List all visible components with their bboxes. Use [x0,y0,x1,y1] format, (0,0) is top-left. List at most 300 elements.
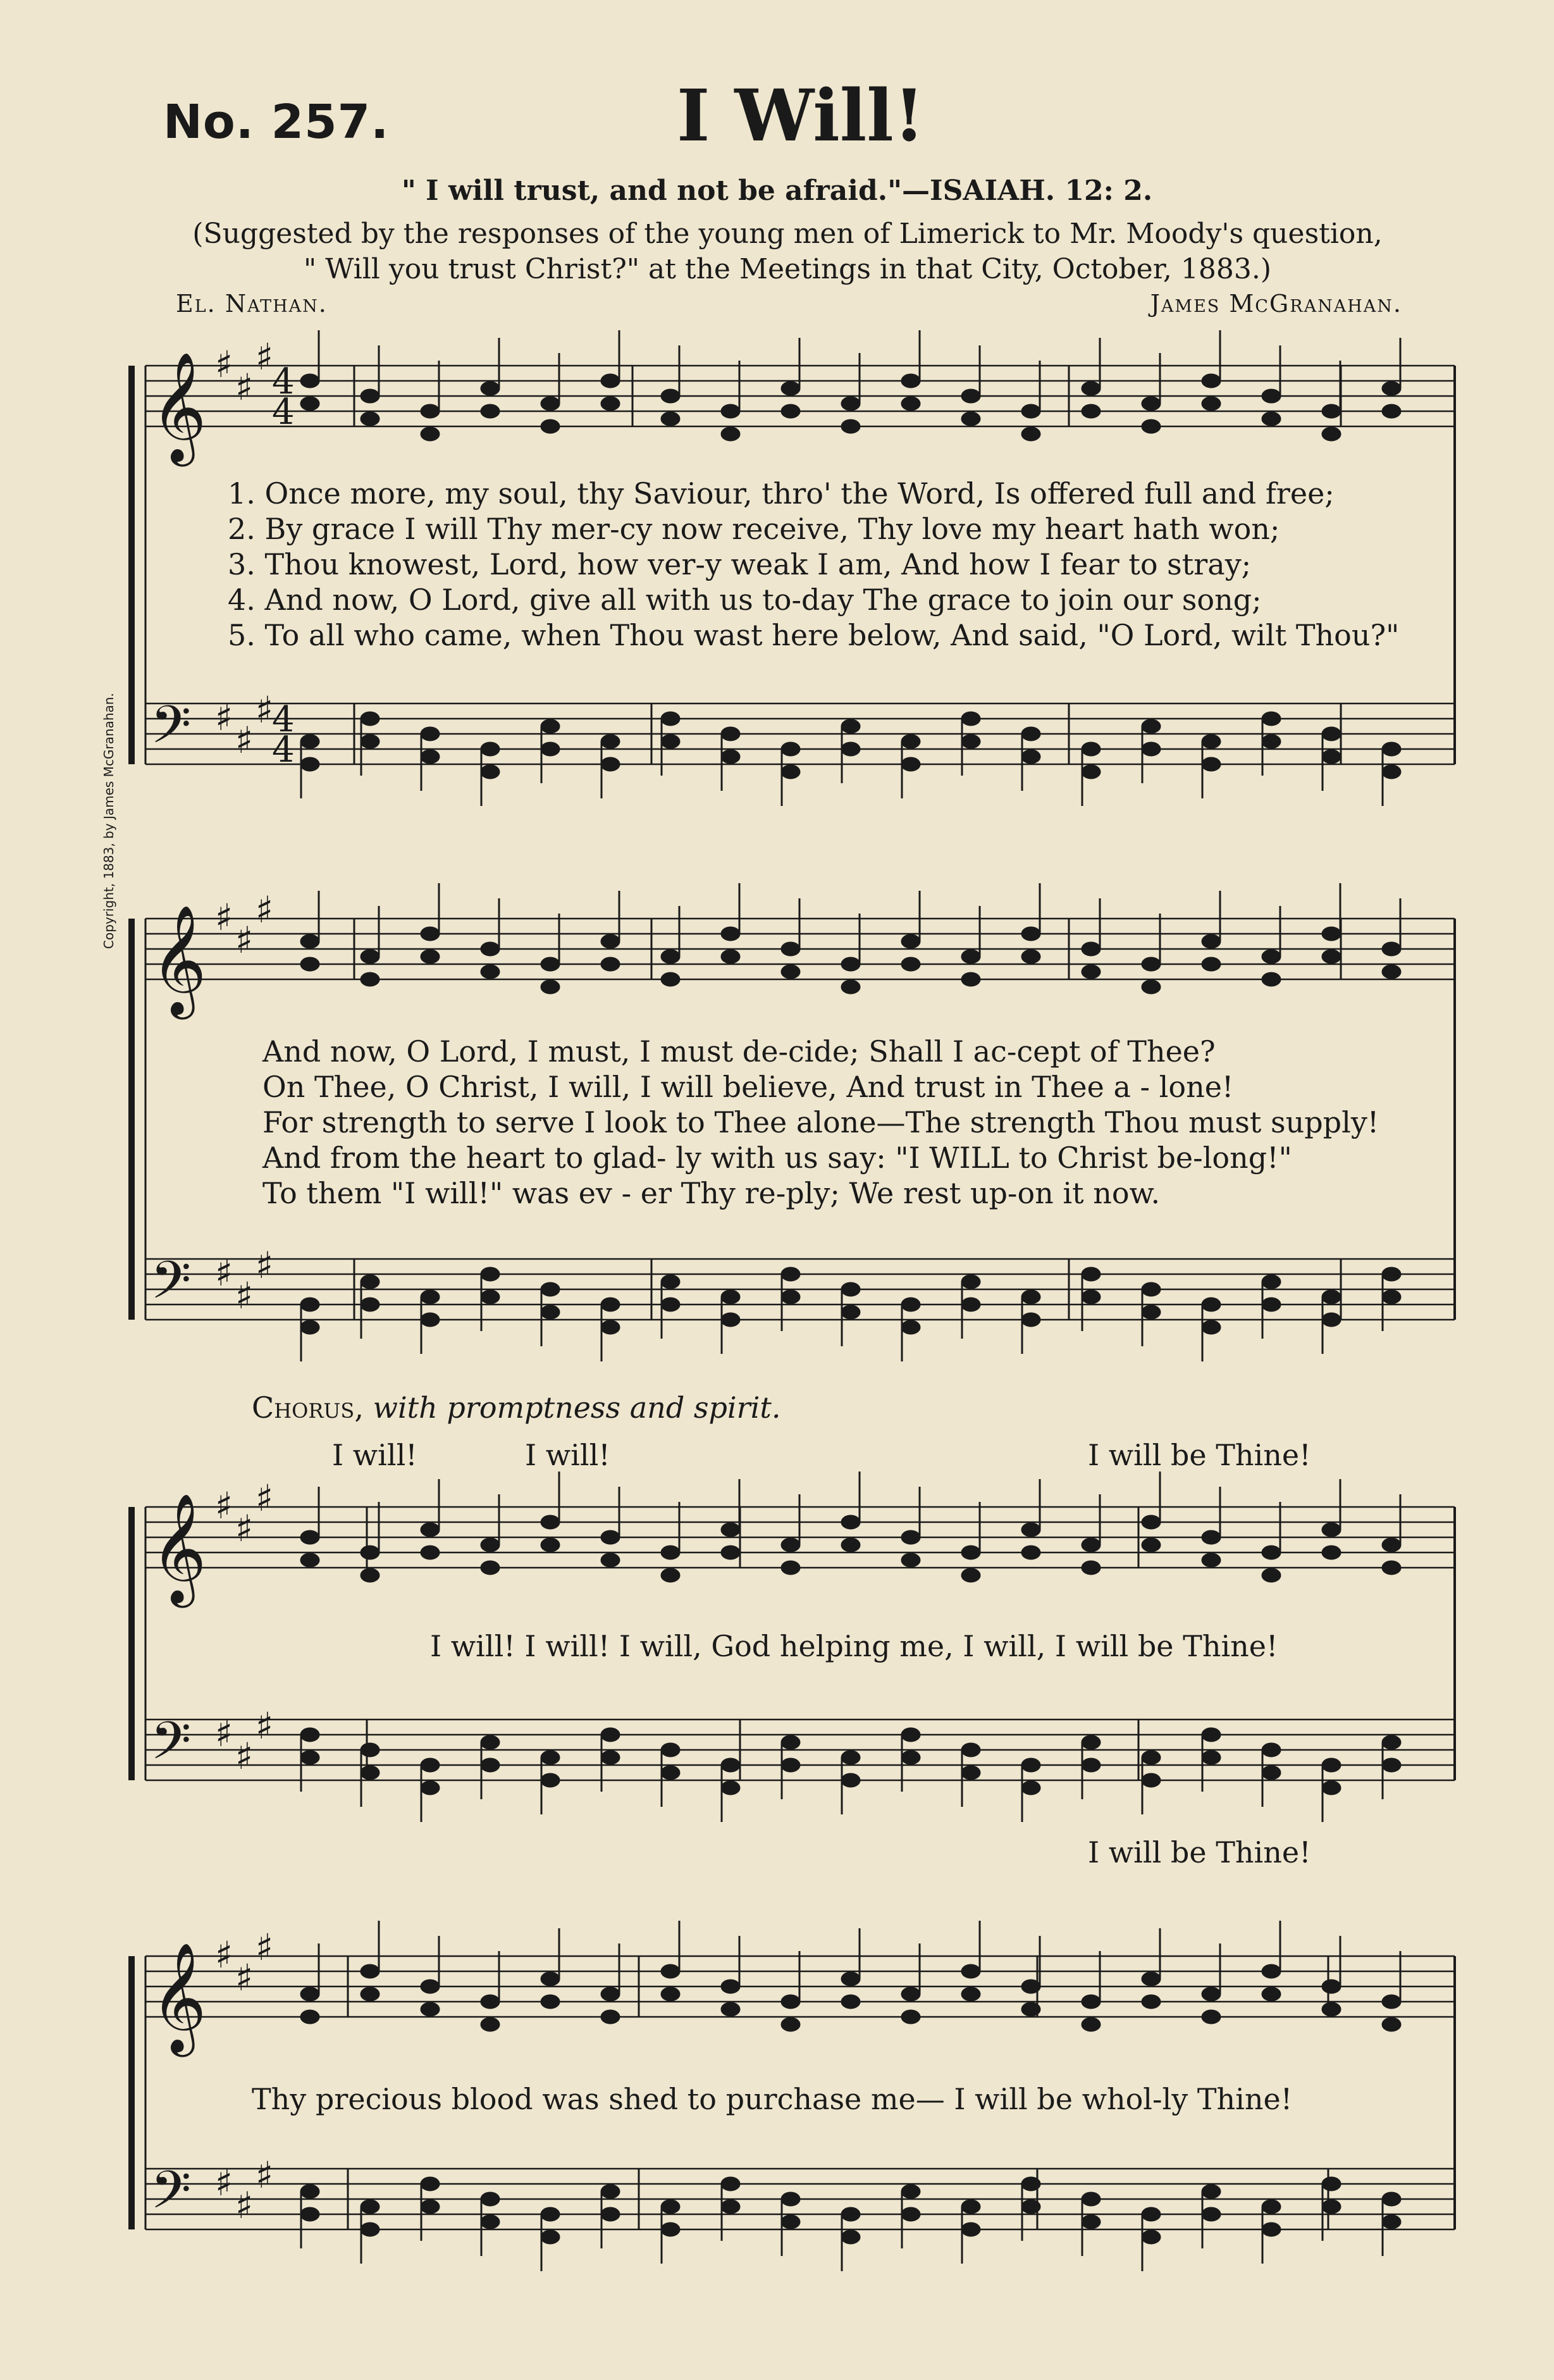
notehead [841,2230,860,2244]
notehead [901,397,920,411]
notehead [961,734,980,748]
notehead [300,734,319,748]
notehead [1202,934,1221,948]
notehead [300,397,319,411]
treble-clef: 𝄞 [151,1942,207,2052]
chorus-main-line: I will! I will! I will, God helping me, I will, I will be Thine! [430,1629,1278,1663]
notehead [721,1523,740,1537]
notehead [1021,1290,1040,1304]
notehead [721,950,740,964]
notehead [601,397,620,411]
notehead [1142,1538,1161,1552]
notehead [901,2207,920,2221]
notehead [361,1987,379,2001]
chorus-echo-1: I will! [332,1438,417,1472]
notehead [541,419,560,433]
notehead [1202,757,1221,771]
notehead [361,2200,379,2214]
notehead [781,381,800,395]
chorus-echo-2: I will! [525,1438,610,1472]
notehead [1082,404,1101,418]
notehead [841,1972,860,1986]
notehead [1021,1758,1040,1772]
notehead [1082,2017,1101,2031]
notehead [1262,1743,1281,1757]
notehead [601,734,620,748]
notehead [361,2222,379,2236]
notehead [541,1538,560,1552]
notehead [601,757,620,771]
notehead [841,742,860,756]
notehead [721,750,740,764]
notehead [1262,2222,1281,2236]
notehead [601,1298,620,1311]
notehead [841,1995,860,2009]
notehead [300,2185,319,2198]
notehead [661,1964,680,1978]
notehead [1202,2010,1221,2024]
notehead [901,957,920,971]
notehead [901,734,920,748]
notehead [721,1290,740,1304]
notehead [1082,1538,1101,1552]
notehead [601,1530,620,1544]
notehead [481,1758,500,1772]
notehead [481,1538,500,1552]
notehead [961,1546,980,1559]
origin-note-line-1: (Suggested by the responses of the young men of Limerick to Mr. Moody's question, [192,218,1383,250]
key-sharp: ♯ [215,1251,233,1294]
notehead [361,950,379,964]
notehead [1021,2002,1040,2016]
notehead [481,1995,500,2009]
notehead [1142,1515,1161,1529]
notehead [841,1305,860,1319]
notehead [781,404,800,418]
notehead [300,374,319,388]
notehead [1082,765,1101,779]
notehead [1202,734,1221,748]
notehead [1021,1313,1040,1327]
notehead [481,2192,500,2206]
notehead [1382,2215,1401,2229]
notehead [1202,374,1221,388]
notehead [481,1561,500,1575]
notehead [901,374,920,388]
key-sharp: ♯ [235,919,254,962]
notehead [481,404,500,418]
notehead [1382,1267,1401,1281]
notehead [1322,1313,1341,1327]
notehead [1322,1980,1341,1993]
notehead [841,1751,860,1764]
key-sharp: ♯ [235,719,254,762]
notehead [1021,750,1040,764]
notehead [421,1758,440,1772]
notehead [541,719,560,733]
notehead [1021,727,1040,741]
notehead [421,427,440,441]
notehead [541,957,560,971]
key-sharp: ♯ [256,335,274,378]
notehead [781,1267,800,1281]
notehead [1382,1995,1401,2009]
notehead [1082,1267,1101,1281]
notehead [1262,950,1281,964]
notehead [300,1553,319,1567]
notehead [961,712,980,726]
notehead [961,2200,980,2214]
notehead [1082,1735,1101,1749]
notehead [1382,404,1401,418]
notehead [1382,2192,1401,2206]
notehead [1322,1546,1341,1559]
notehead [481,942,500,956]
notehead [661,2200,680,2214]
notehead [361,412,379,426]
notehead [361,972,379,986]
notehead [1082,965,1101,979]
key-sharp: ♯ [215,343,233,386]
hymn-number: No. 257. [163,95,390,149]
notehead [661,950,680,964]
chorus-label-caps: Chorus, [252,1391,364,1425]
notehead [661,1987,680,2001]
notehead [1142,742,1161,756]
notehead [961,1275,980,1289]
notehead [541,1515,560,1529]
notehead [1262,1766,1281,1780]
notehead [1382,942,1401,956]
notehead [1202,397,1221,411]
notehead [661,1298,680,1311]
key-sharp: ♯ [235,366,254,409]
notehead [1142,2230,1161,2244]
bass-clef: 𝄢 [151,694,192,768]
notehead [601,2185,620,2198]
notehead [1082,1758,1101,1772]
notehead [961,412,980,426]
notehead [361,1298,379,1311]
notehead [841,957,860,971]
notehead [481,1735,500,1749]
notehead [541,2230,560,2244]
notehead [541,1751,560,1764]
notehead [901,934,920,948]
notehead [721,927,740,941]
notehead [1021,927,1040,941]
notehead [661,412,680,426]
notehead [1382,1735,1401,1749]
notehead [1021,1523,1040,1537]
notehead [1021,2177,1040,2191]
notehead [901,1987,920,2001]
notehead [481,765,500,779]
notehead [601,1987,620,2001]
notehead [961,1298,980,1311]
notehead [901,2185,920,2198]
notehead [1382,1758,1401,1772]
notehead [1142,1972,1161,1986]
chorus-bass-echo: I will be Thine! [1088,1835,1311,1869]
key-sharp: ♯ [256,688,274,731]
notehead [1021,1980,1040,1993]
notehead [421,1781,440,1795]
notehead [300,957,319,971]
notehead [481,742,500,756]
notehead [421,2002,440,2016]
key-sharp: ♯ [235,1956,254,1999]
notehead [1142,1282,1161,1296]
notehead [361,1275,379,1289]
key-sharp: ♯ [215,1933,233,1976]
notehead [421,927,440,941]
origin-note-line-2: " Will you trust Christ?" at the Meetings in that City, October, 1883.) [303,253,1272,285]
notehead [421,950,440,964]
notehead [300,1751,319,1764]
notehead [721,404,740,418]
notehead [961,1987,980,2001]
notehead [661,712,680,726]
notehead [721,727,740,741]
notehead [421,1313,440,1327]
notehead [841,719,860,733]
notehead [1322,2177,1341,2191]
notehead [1262,734,1281,748]
notehead [421,727,440,741]
notehead [961,950,980,964]
notehead [721,2177,740,2191]
notehead [721,427,740,441]
notehead [481,2017,500,2031]
chorus-echo-3: I will be Thine! [1088,1438,1311,1472]
notehead [1322,1523,1341,1537]
notehead [361,712,379,726]
notehead [481,1267,500,1281]
notehead [781,2215,800,2229]
key-sharp: ♯ [215,1484,233,1527]
notehead [300,934,319,948]
time-signature: 4 [272,699,295,740]
notehead [781,1758,800,1772]
bass-clef: 𝄢 [151,1710,192,1784]
notehead [841,1282,860,1296]
notehead [300,2010,319,2024]
notehead [661,1766,680,1780]
notehead [541,1995,560,2009]
notehead [781,965,800,979]
notehead [361,1568,379,1582]
notehead [1202,2207,1221,2221]
notehead [421,1290,440,1304]
notehead [1322,950,1341,964]
notehead [361,734,379,748]
notehead [1382,2017,1401,2031]
notehead [901,2010,920,2024]
notehead [1082,1290,1101,1304]
notehead [601,374,620,388]
key-sharp: ♯ [256,1244,274,1287]
notehead [721,2200,740,2214]
key-sharp: ♯ [256,1704,274,1747]
hymn-title: I Will! [677,75,925,158]
notehead [1142,1773,1161,1787]
key-sharp: ♯ [215,696,233,739]
notehead [901,1298,920,1311]
key-sharp: ♯ [256,888,274,931]
notehead [901,1530,920,1544]
notehead [1021,1781,1040,1795]
notehead [961,1568,980,1582]
notehead [961,1766,980,1780]
notehead [1382,381,1401,395]
time-signature: 4 [272,729,295,771]
notehead [1322,927,1341,941]
treble-clef: 𝄞 [151,1493,207,1603]
notehead [541,742,560,756]
notehead [361,389,379,403]
verse-4-part-2: And from the heart to glad- ly with us say: "I WILL to Christ be-long!" [262,1141,1292,1175]
notehead [1082,742,1101,756]
notehead [361,1546,379,1559]
notehead [1262,389,1281,403]
notehead [421,2200,440,2214]
notehead [721,1980,740,1993]
key-sharp: ♯ [235,1735,254,1778]
notehead [1082,1561,1101,1575]
notehead [661,1743,680,1757]
verse-5-part-1: 5. To all who came, when Thou wast here below, And said, "O Lord, wilt Thou?" [228,618,1400,652]
notehead [601,2207,620,2221]
notehead [1382,1561,1401,1575]
notehead [781,1561,800,1575]
notehead [541,1972,560,1986]
notehead [961,389,980,403]
notehead [1262,972,1281,986]
notehead [300,1320,319,1334]
notehead [1142,1305,1161,1319]
notehead [1322,2200,1341,2214]
notehead [661,972,680,986]
notehead [1142,397,1161,411]
key-sharp: ♯ [235,1507,254,1550]
notehead [421,1546,440,1559]
notehead [1322,1758,1341,1772]
notehead [421,404,440,418]
notehead [481,2215,500,2229]
notehead [781,2192,800,2206]
notehead [601,1751,620,1764]
notehead [1322,1290,1341,1304]
key-sharp: ♯ [215,896,233,939]
notehead [781,1995,800,2009]
notehead [1202,1987,1221,2001]
notehead [421,1980,440,1993]
notehead [841,1515,860,1529]
notehead [1262,412,1281,426]
notehead [1082,2192,1101,2206]
notehead [781,942,800,956]
notehead [1082,381,1101,395]
notehead [721,1546,740,1559]
notehead [1262,1964,1281,1978]
notehead [1202,2185,1221,2198]
notehead [841,2207,860,2221]
notehead [961,1964,980,1978]
notehead [300,1728,319,1742]
notehead [901,757,920,771]
notehead [1142,2207,1161,2221]
notehead [1202,1553,1221,1567]
notehead [841,1773,860,1787]
music-author: James McGranahan. [1150,290,1402,318]
notehead [1322,750,1341,764]
notehead [1021,2200,1040,2214]
notehead [601,1320,620,1334]
notehead [1142,719,1161,733]
notehead [541,397,560,411]
notehead [300,2207,319,2221]
notehead [1382,965,1401,979]
notehead [721,1781,740,1795]
notehead [1202,1298,1221,1311]
notehead [1322,427,1341,441]
notehead [1021,950,1040,964]
notehead [841,419,860,433]
notehead [841,980,860,994]
key-sharp: ♯ [215,1712,233,1755]
notehead [1202,1320,1221,1334]
notehead [1382,742,1401,756]
notehead [1021,427,1040,441]
notehead [1322,1781,1341,1795]
verse-2-part-1: 2. By grace I will Thy mer-cy now receive, Thy love my heart hath won; [228,512,1280,546]
notehead [841,397,860,411]
notehead [601,934,620,948]
time-signature: 4 [272,361,295,402]
verse-1-part-2: And now, O Lord, I must, I must de-cide; Shall I ac-cept of Thee? [262,1034,1216,1069]
notehead [421,1523,440,1537]
scripture-epigraph: " I will trust, and not be afraid."—ISAIAH. 12: 2. [401,175,1153,207]
notehead [901,1553,920,1567]
chorus-label [252,1391,780,1425]
notehead [1322,727,1341,741]
notehead [1262,2200,1281,2214]
notehead [661,1275,680,1289]
notehead [541,980,560,994]
notehead [901,1320,920,1334]
notehead [721,1758,740,1772]
notehead [300,757,319,771]
notehead [1322,404,1341,418]
notehead [1142,419,1161,433]
notehead [300,1530,319,1544]
chorus-final-line: Thy precious blood was shed to purchase me— I will be whol-ly Thine! [252,2082,1293,2116]
verse-2-part-2: On Thee, O Christ, I will, I will believe, And trust in Thee a - lone! [262,1070,1234,1104]
notehead [541,1305,560,1319]
notehead [1262,1275,1281,1289]
notehead [541,1773,560,1787]
key-sharp: ♯ [215,2161,233,2204]
notehead [1382,1290,1401,1304]
notehead [1262,1546,1281,1559]
notehead [1082,942,1101,956]
notehead [1082,2215,1101,2229]
notehead [661,1546,680,1559]
notehead [361,1964,379,1978]
notehead [361,1743,379,1757]
notehead [841,1538,860,1552]
